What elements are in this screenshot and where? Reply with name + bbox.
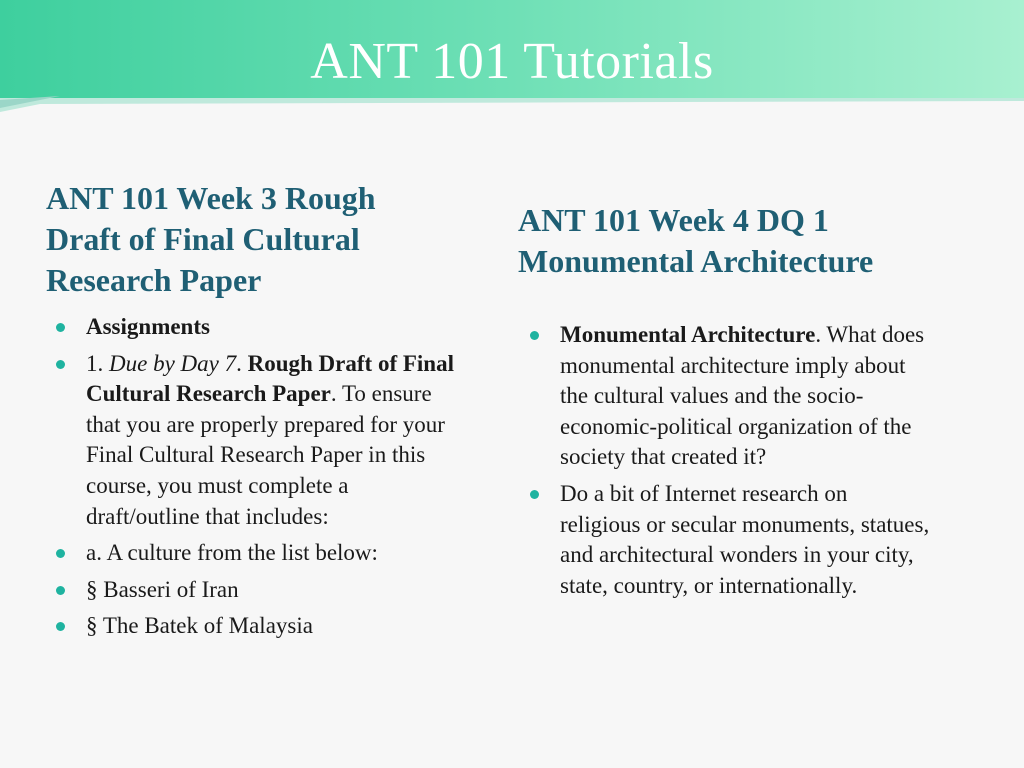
due-date: Due by Day 7 bbox=[109, 350, 237, 376]
list-item bbox=[56, 538, 456, 569]
list-item bbox=[56, 349, 456, 533]
assignment-title: Rough Draft of Final Cultural Research Paper bbox=[86, 350, 454, 407]
list-item bbox=[56, 312, 456, 343]
culture-option: § The Batek of Malaysia bbox=[86, 613, 313, 639]
list-item bbox=[56, 575, 456, 606]
bullet-icon bbox=[56, 586, 65, 595]
list-item bbox=[530, 479, 930, 601]
bullet-icon bbox=[56, 549, 65, 558]
assignment-description: . To ensure that you are properly prepared for your Final Cultural Research Paper in this course, you must complete a draft/outline that includes: bbox=[86, 381, 445, 529]
bullet-icon bbox=[56, 323, 65, 332]
slide-title: ANT 101 Tutorials bbox=[310, 33, 714, 90]
left-column-heading: ANT 101 Week 3 Rough Draft of Final Cultural Research Paper bbox=[46, 180, 376, 298]
left-bullet-list bbox=[56, 312, 456, 648]
question-text: . What does monumental architecture imply about the cultural values and the socio-economic-political organization of the society that created it? bbox=[560, 322, 925, 470]
bullet-icon bbox=[56, 622, 65, 631]
right-bullet-list bbox=[530, 320, 930, 607]
title-banner bbox=[0, 0, 1024, 112]
right-column-heading: ANT 101 Week 4 DQ 1 Monumental Architecture bbox=[518, 202, 874, 279]
separator: . bbox=[236, 350, 248, 376]
bullet-icon bbox=[530, 331, 539, 340]
list-item bbox=[56, 611, 456, 642]
bullet-icon bbox=[530, 490, 539, 499]
assignments-label: Assignments bbox=[86, 314, 210, 339]
research-instruction: Do a bit of Internet research on religious or secular monuments, statues, and architectural wonders in your city, state, country, or internationally. bbox=[560, 480, 930, 598]
bullet-icon bbox=[56, 360, 65, 369]
question-title: Monumental Architecture bbox=[560, 322, 816, 347]
culture-list-intro: a. A culture from the list below: bbox=[86, 540, 378, 566]
list-item bbox=[530, 320, 930, 473]
item-number: 1. bbox=[86, 350, 109, 376]
culture-option: § Basseri of Iran bbox=[86, 576, 239, 602]
